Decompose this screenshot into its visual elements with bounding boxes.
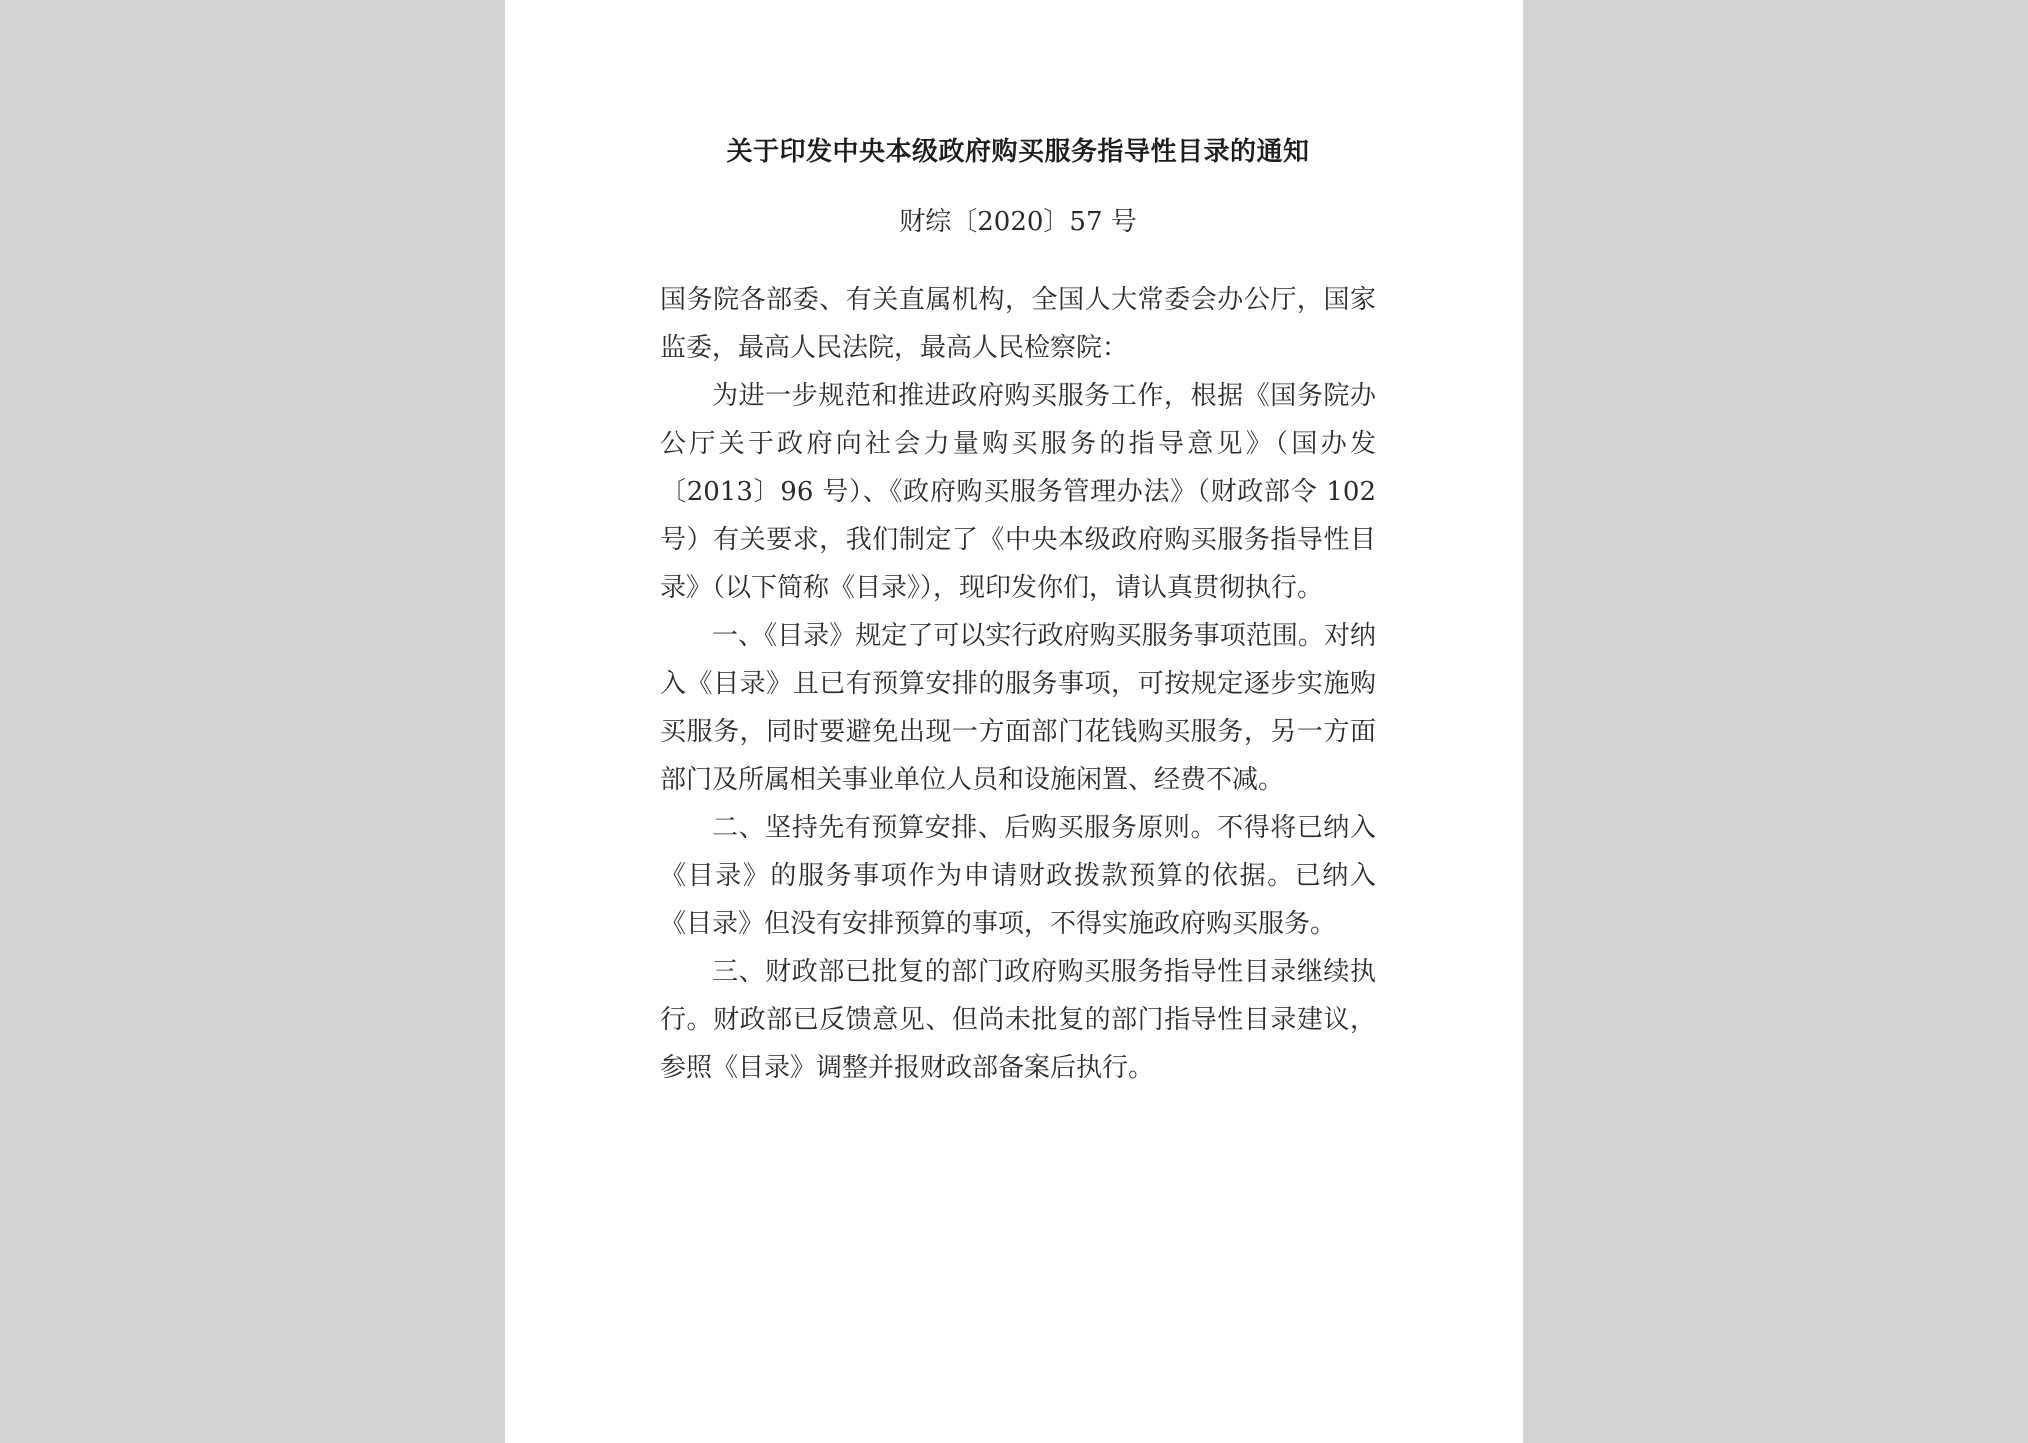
document-page [505,0,1523,1443]
paragraph-intro: 为进一步规范和推进政府购买服务工作，根据《国务院办公厅关于政府向社会力量购买服务的指导意见》（国办发〔2013〕96 号）、《政府购买服务管理办法》（财政部令 102 号）有关要求，我们制定了《中央本级政府购买服务指导性目录》（以下简称《目录》），现印发你们，请认真贯彻执行。 [660,381,1376,603]
document-title: 关于印发中央本级政府购买服务指导性目录的通知 [726,137,1310,167]
document-body [660,276,1376,1092]
document-content [660,132,1376,1092]
paragraph-item-2: 二、坚持先有预算安排、后购买服务原则。不得将已纳入《目录》的服务事项作为申请财政拨款预算的依据。已纳入《目录》但没有安排预算的事项，不得实施政府购买服务。 [660,813,1376,939]
document-number: 财综〔2020〕57 号 [899,207,1137,237]
paragraph-item-1: 一、《目录》规定了可以实行政府购买服务事项范围。对纳入《目录》且已有预算安排的服务事项，可按规定逐步实施购买服务，同时要避免出现一方面部门花钱购买服务，另一方面部门及所属相关事业单位人员和设施闲置、经费不减。 [660,621,1376,795]
paragraph-item-3: 三、财政部已批复的部门政府购买服务指导性目录继续执行。财政部已反馈意见、但尚未批复的部门指导性目录建议，参照《目录》调整并报财政部备案后执行。 [660,957,1376,1083]
recipients-line: 国务院各部委、有关直属机构，全国人大常委会办公厅，国家监委，最高人民法院，最高人民检察院： [660,285,1376,363]
